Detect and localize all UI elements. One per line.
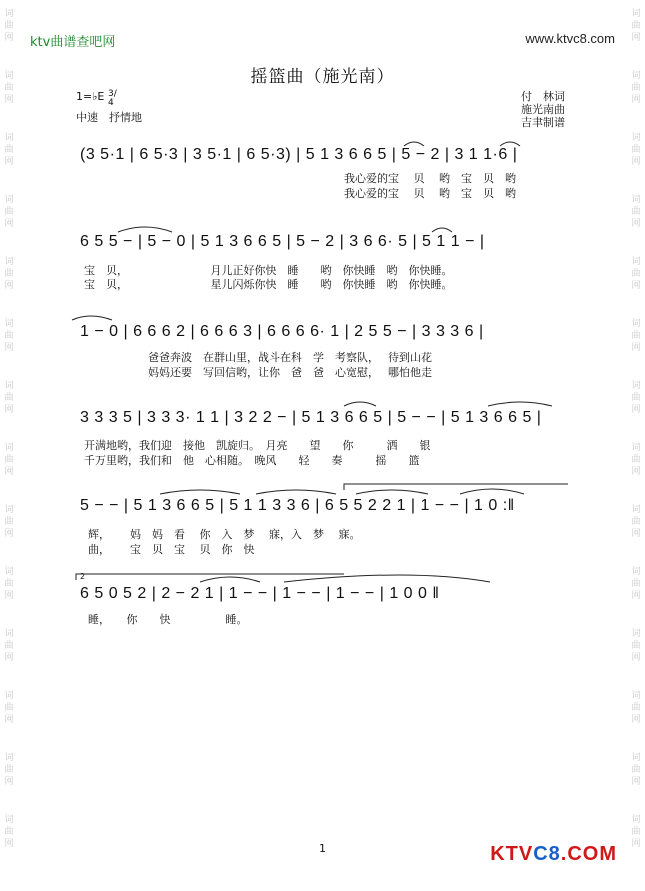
watermark-glyph: 词 xyxy=(631,629,641,639)
watermark-glyph: 网 xyxy=(631,405,641,415)
watermark-glyph: 网 xyxy=(631,95,641,105)
watermark-glyph: 曲 xyxy=(4,517,14,527)
score-row-3-notes: 1 − 0 | 6 6 6 2 | 6 6 6 3 | 6 6 6 6· 1 | 2 5 5 − | 3 3 3 6 | xyxy=(80,323,484,340)
song-title: 摇篮曲（施光南） xyxy=(250,67,395,87)
watermark-glyph: 词 xyxy=(4,257,14,267)
watermark-glyph: 网 xyxy=(631,653,641,663)
watermark-glyph: 网 xyxy=(631,715,641,725)
score-row-4-lyrics-1: 开满地哟，我们迎 接他 凯旋归。 月亮 望 你 洒 银 xyxy=(84,439,431,452)
slur-arc xyxy=(118,227,172,232)
site-name-left[interactable]: ktv曲谱查吧网 xyxy=(30,35,116,50)
watermark-glyph: 词 xyxy=(631,71,641,81)
volta-bracket xyxy=(344,484,568,490)
score-row-6-notes: 6 5 0 5 2 | 2 − 2 1 | 1 − − | 1 − − | 1 − − | 1 0 0 ‖ xyxy=(80,585,440,602)
watermark-glyph: 网 xyxy=(4,715,14,725)
score-row-1-notes: (3 5·1 | 6 5·3 | 3 5·1 | 6 5·3) | 5 1 3 6 6 5 | 5 − 2 | 3 1 1·6 | xyxy=(80,146,518,163)
score-row-5-lyrics-2: 曲， 宝 贝 宝 贝 你 快 xyxy=(88,543,255,556)
watermark-glyph: 网 xyxy=(4,405,14,415)
watermark-glyph: 曲 xyxy=(4,207,14,217)
slur-arc xyxy=(72,316,112,320)
watermark-glyph: 词 xyxy=(4,195,14,205)
watermark-glyph: 网 xyxy=(631,219,641,229)
slur-arc xyxy=(256,490,336,494)
watermark-glyph: 词 xyxy=(631,753,641,763)
slur-arc xyxy=(160,490,240,494)
watermark-glyph: 词 xyxy=(631,257,641,267)
score-row-4-lyrics-2: 千万里哟，我们和 他 心相随。 晚风 轻 奏 摇 篮 xyxy=(84,454,420,467)
watermark-glyph: 网 xyxy=(4,653,14,663)
slur-arc xyxy=(460,489,524,494)
score-row-2-lyrics-2: 宝 贝， 星儿闪烁你快 睡 哟 你快睡 哟 你快睡。 xyxy=(84,278,453,291)
watermark-glyph: 网 xyxy=(631,157,641,167)
watermark-glyph: 词 xyxy=(4,133,14,143)
score-row-2-notes: 6 5 5 − | 5 − 0 | 5 1 3 6 6 5 | 5 − 2 | 3 6 6· 5 | 5 1 1 − | xyxy=(80,233,485,250)
page-number: 1 xyxy=(319,842,326,855)
slur-arc xyxy=(500,142,520,146)
watermark-glyph: 网 xyxy=(4,777,14,787)
watermark-glyph: 曲 xyxy=(4,393,14,403)
slur-arc xyxy=(432,228,452,232)
watermark-glyph: 词 xyxy=(631,691,641,701)
watermark-glyph: 曲 xyxy=(4,579,14,589)
watermark-glyph: 曲 xyxy=(4,83,14,93)
watermark-glyph: 曲 xyxy=(631,145,641,155)
watermark-glyph: 词 xyxy=(631,195,641,205)
watermark-glyph: 网 xyxy=(4,343,14,353)
watermark-glyph: 词 xyxy=(631,319,641,329)
key-signature: 1=♭E xyxy=(76,90,105,103)
watermark-glyph: 词 xyxy=(4,9,14,19)
watermark-glyph: 曲 xyxy=(4,331,14,341)
logo-part-3: .COM xyxy=(560,843,617,865)
watermark-glyph: 曲 xyxy=(4,703,14,713)
watermark-glyph: 曲 xyxy=(4,455,14,465)
watermark-glyph: 词 xyxy=(4,319,14,329)
watermark-glyph: 曲 xyxy=(631,455,641,465)
slur-arc xyxy=(200,577,260,582)
watermark-glyph: 词 xyxy=(4,71,14,81)
watermark-glyph: 词 xyxy=(4,381,14,391)
composer-credit: 施光南曲 xyxy=(521,103,565,116)
watermark-glyph: 曲 xyxy=(631,269,641,279)
watermark-glyph: 网 xyxy=(4,33,14,43)
watermark-glyph: 词 xyxy=(631,133,641,143)
watermark-glyph: 曲 xyxy=(631,827,641,837)
watermark-glyph: 网 xyxy=(4,95,14,105)
watermark-glyph: 词 xyxy=(631,505,641,515)
watermark-glyph: 曲 xyxy=(631,517,641,527)
logo-part-2: C8 xyxy=(533,843,561,865)
watermark-glyph: 曲 xyxy=(631,703,641,713)
watermark-glyph: 曲 xyxy=(631,331,641,341)
score-row-1-lyrics-2: 我心爱的宝 贝 哟 宝 贝 哟 xyxy=(344,187,516,200)
watermark-glyph: 曲 xyxy=(4,641,14,651)
watermark-glyph: 词 xyxy=(4,753,14,763)
watermark-glyph: 网 xyxy=(631,467,641,477)
volta-2-label: 2 xyxy=(80,572,86,581)
slur-arc xyxy=(404,142,424,146)
watermark-glyph: 词 xyxy=(631,443,641,453)
watermark-glyph: 网 xyxy=(631,343,641,353)
watermark-glyph: 曲 xyxy=(4,269,14,279)
score-row-4-notes: 3 3 3 5 | 3 3 3· 1 1 | 3 2 2 − | 5 1 3 6 6 5 | 5 − − | 5 1 3 6 6 5 | xyxy=(80,409,542,426)
watermark-glyph: 词 xyxy=(4,505,14,515)
lyricist-credit: 付 林词 xyxy=(521,90,565,103)
slur-arc xyxy=(344,402,376,406)
watermark-glyph: 网 xyxy=(631,777,641,787)
watermark-glyph: 词 xyxy=(631,815,641,825)
watermark-glyph: 曲 xyxy=(4,145,14,155)
watermark-glyph: 网 xyxy=(4,529,14,539)
watermark-glyph: 曲 xyxy=(631,207,641,217)
site-url-right[interactable]: www.ktvc8.com xyxy=(525,31,615,46)
score-row-2-lyrics-1: 宝 贝， 月儿正好你快 睡 哟 你快睡 哟 你快睡。 xyxy=(84,264,453,277)
watermark-glyph: 网 xyxy=(4,467,14,477)
watermark-glyph: 曲 xyxy=(4,21,14,31)
watermark-glyph: 网 xyxy=(631,591,641,601)
slur-arc xyxy=(488,402,552,406)
watermark-glyph: 词 xyxy=(4,629,14,639)
ktvc8-logo[interactable] xyxy=(490,843,617,866)
watermark-glyph: 词 xyxy=(4,443,14,453)
slur-arc xyxy=(356,490,428,494)
watermark-glyph: 词 xyxy=(4,567,14,577)
watermark-glyph: 词 xyxy=(4,815,14,825)
score-row-5-notes: 5 − − | 5 1 3 6 6 5 | 5 1 1 3 3 6 | 6 5 5 2 2 1 | 1 − − | 1 0 :‖ xyxy=(80,497,515,514)
watermark-glyph: 网 xyxy=(4,591,14,601)
watermark-glyph: 网 xyxy=(4,157,14,167)
watermark-glyph: 网 xyxy=(4,281,14,291)
watermark-glyph: 曲 xyxy=(631,641,641,651)
score-row-3-lyrics-2: 妈妈还要 写回信哟，让你 爸 爸 心宽慰， 哪怕他走 xyxy=(148,366,432,379)
watermark-glyph: 曲 xyxy=(631,579,641,589)
watermark-glyph: 词 xyxy=(631,381,641,391)
watermark-glyph: 曲 xyxy=(631,21,641,31)
watermark-glyph: 网 xyxy=(4,839,14,849)
watermark-glyph: 词 xyxy=(4,691,14,701)
transcriber-credit: 吉聿制谱 xyxy=(521,116,565,129)
score-row-3-lyrics-1: 爸爸奔波 在群山里，战斗在科 学 考察队， 待到山花 xyxy=(148,351,432,364)
watermark-glyph: 网 xyxy=(631,839,641,849)
watermark-glyph: 曲 xyxy=(4,827,14,837)
slur-arc xyxy=(284,575,490,582)
watermark-glyph: 网 xyxy=(631,529,641,539)
score-row-6-lyrics-1: 睡， 你 快 睡。 xyxy=(88,613,248,626)
score-row-5-lyrics-1: 辉， 妈 妈 看 你 入 梦 寐，入 梦 寐。 xyxy=(88,528,361,541)
watermark-glyph: 网 xyxy=(631,281,641,291)
time-signature: 3/4 xyxy=(108,89,117,108)
tempo-marking: 中速 抒情地 xyxy=(76,111,142,124)
watermark-glyph: 词 xyxy=(631,9,641,19)
watermark-glyph: 网 xyxy=(631,33,641,43)
watermark-glyph: 网 xyxy=(4,219,14,229)
watermark-glyph: 曲 xyxy=(631,83,641,93)
watermark-glyph: 词 xyxy=(631,567,641,577)
score-row-1-lyrics-1: 我心爱的宝 贝 哟 宝 贝 哟 xyxy=(344,172,516,185)
watermark-glyph: 曲 xyxy=(631,393,641,403)
logo-part-1: KTV xyxy=(490,843,534,865)
watermark-glyph: 曲 xyxy=(631,765,641,775)
watermark-glyph: 曲 xyxy=(4,765,14,775)
